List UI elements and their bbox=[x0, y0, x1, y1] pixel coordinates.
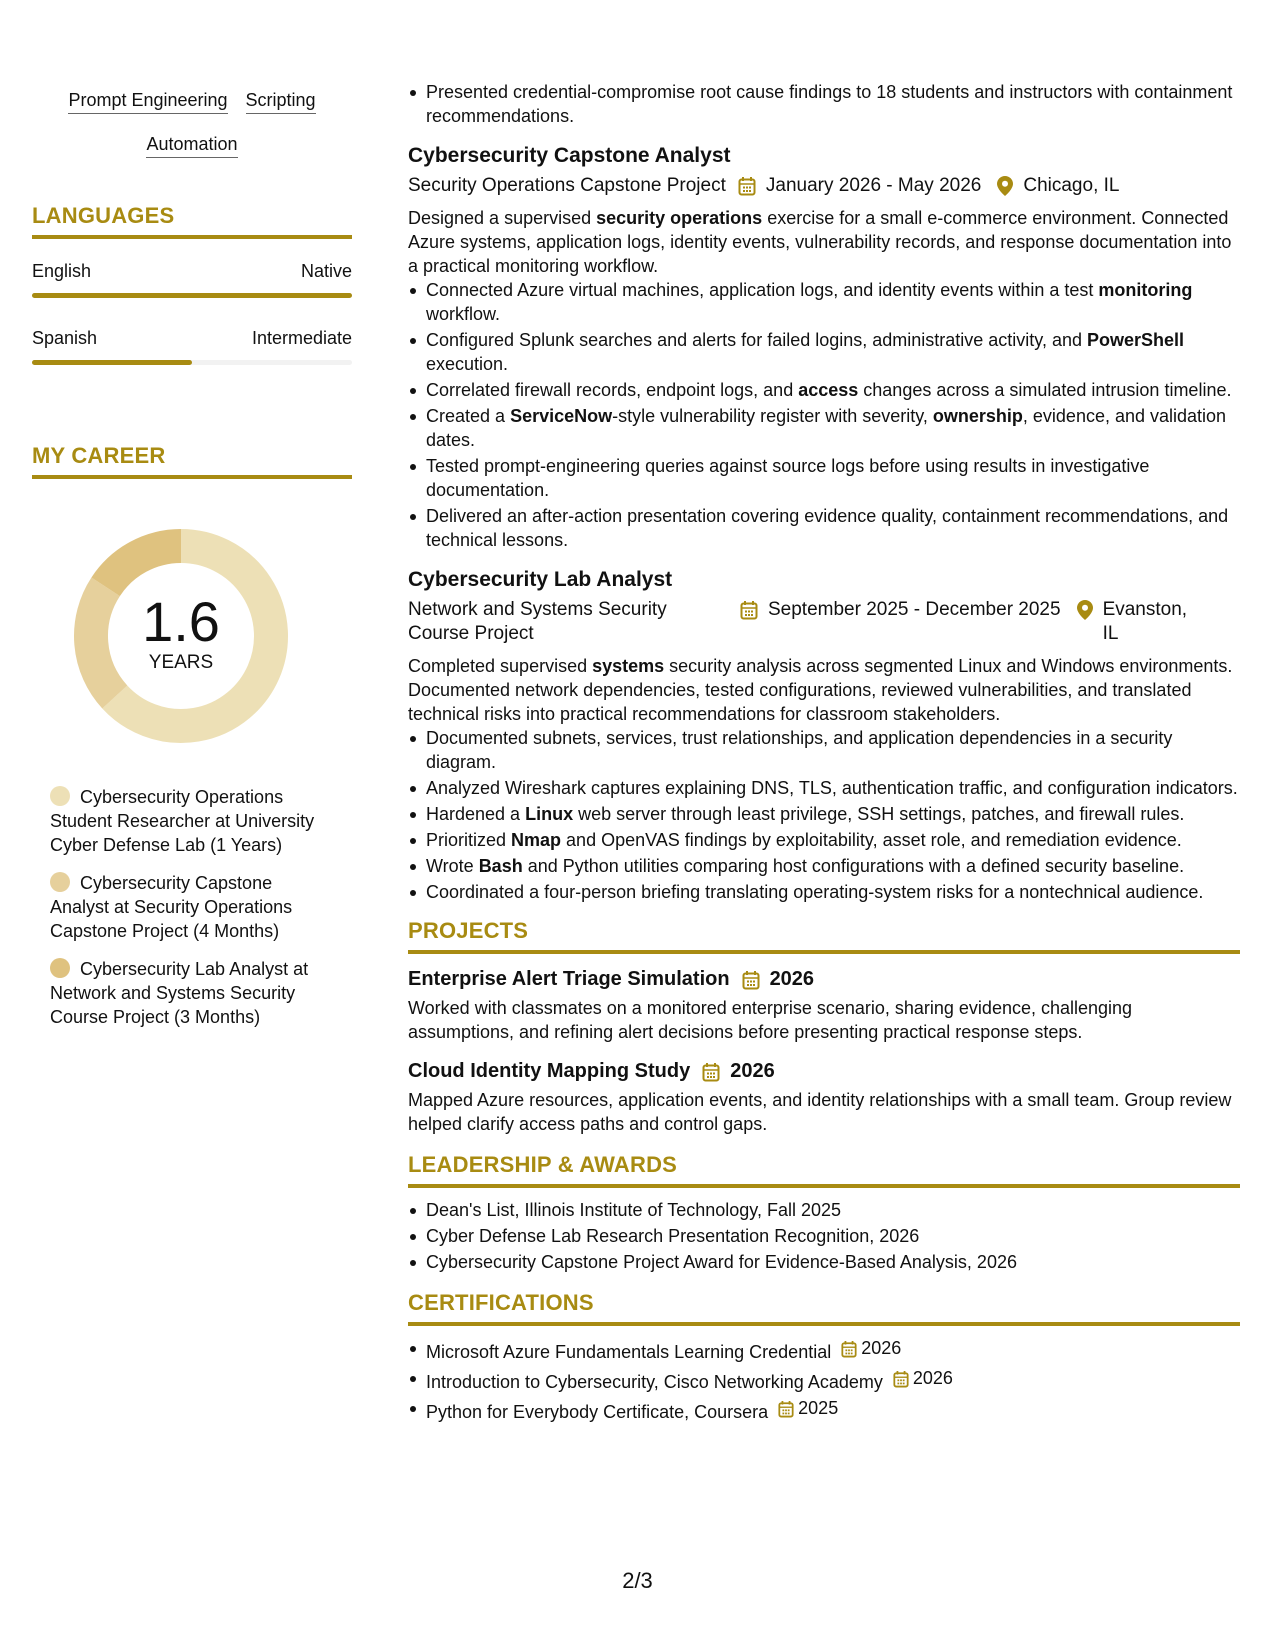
career-section bbox=[32, 443, 352, 1029]
language-level: Native bbox=[300, 261, 352, 281]
calendar-icon bbox=[740, 600, 758, 620]
donut-center bbox=[66, 521, 296, 751]
list-item bbox=[408, 1336, 1240, 1364]
calendar-icon bbox=[742, 970, 760, 990]
bold-text: security operations bbox=[596, 208, 763, 228]
skills-list bbox=[32, 80, 352, 158]
skill-tag: Automation bbox=[146, 132, 237, 158]
language-bar-fill bbox=[32, 293, 352, 298]
bullet-list bbox=[408, 1198, 1240, 1274]
project-description: Worked with classmates on a monitored enterprise scenario, sharing evidence, challenging assumptions, and refining alert decisions before presenting practical response steps. bbox=[408, 998, 1133, 1042]
section-title: LANGUAGES bbox=[32, 203, 175, 228]
language-bar bbox=[32, 360, 352, 365]
location-text: Evanston, IL bbox=[1102, 599, 1188, 644]
project-entry bbox=[408, 1058, 1240, 1136]
job-dates bbox=[738, 174, 981, 198]
projects-section bbox=[408, 918, 1240, 1136]
project-description: Mapped Azure resources, application events, and identity relationships with a small team. Group review helped clarify access paths and control gaps. bbox=[408, 1090, 1232, 1134]
list-item: Prioritized Nmap and OpenVAS findings by exploitability, asset role, and remediation evidence. bbox=[408, 828, 1240, 852]
career-donut-chart bbox=[66, 521, 296, 751]
calendar-icon bbox=[738, 176, 756, 196]
legend-item bbox=[50, 957, 322, 1029]
sidebar bbox=[32, 80, 352, 1043]
job-meta bbox=[408, 598, 1240, 646]
section-divider bbox=[32, 475, 352, 479]
list-item: Documented subnets, services, trust relationships, and application dependencies in a security diagram. bbox=[408, 726, 1240, 774]
job-title: Cybersecurity Lab Analyst bbox=[408, 568, 673, 591]
text: exercise for a small e-commerce environment. Connected Azure systems, application logs, identity events, vulnerability records, and response documentation into a practical monitoring workflow. bbox=[408, 208, 1232, 276]
legend-label: Cybersecurity Capstone Analyst at Security Operations Capstone Project (4 Months) bbox=[50, 873, 293, 941]
bullet-list bbox=[408, 80, 1240, 128]
list-item: Presented credential-compromise root cause findings to 18 students and instructors with containment recommendations. bbox=[408, 80, 1240, 128]
text: Completed supervised bbox=[408, 656, 593, 676]
languages-section bbox=[32, 203, 352, 365]
job-organization: Network and Systems Security Course Project bbox=[408, 599, 667, 644]
certification-name: Python for Everybody Certificate, Coursera bbox=[426, 1402, 769, 1422]
list-item: Cyber Defense Lab Research Presentation Recognition, 2026 bbox=[408, 1224, 1240, 1248]
list-item: Tested prompt-engineering queries against source logs before using results in investigative documentation. bbox=[408, 454, 1240, 502]
project-year: 2026 bbox=[769, 968, 815, 990]
project-year: 2026 bbox=[730, 1060, 775, 1082]
section-title: LEADERSHIP & AWARDS bbox=[408, 1152, 678, 1177]
legend-dot bbox=[50, 958, 70, 978]
section-divider bbox=[408, 1322, 1240, 1326]
date-range: September 2025 - December 2025 bbox=[768, 599, 1061, 620]
legend-dot bbox=[50, 786, 70, 806]
skill-tag: Prompt Engineering bbox=[68, 88, 227, 114]
job-location bbox=[997, 174, 1119, 198]
legend-label: Cybersecurity Lab Analyst at Network and Systems Security Course Project (3 Months) bbox=[50, 959, 309, 1027]
job-title: Cybersecurity Capstone Analyst bbox=[408, 144, 731, 167]
language-bar-fill bbox=[32, 360, 192, 365]
list-item bbox=[408, 1396, 1240, 1424]
calendar-icon bbox=[702, 1062, 720, 1082]
language-bar bbox=[32, 293, 352, 298]
section-title: CERTIFICATIONS bbox=[408, 1290, 594, 1315]
job-meta bbox=[408, 174, 1240, 198]
language-name: English bbox=[32, 261, 92, 281]
list-item: Hardened a Linux web server through least privilege, SSH settings, patches, and firewall rules. bbox=[408, 802, 1240, 826]
bold-text: systems bbox=[592, 656, 665, 676]
experience-entry bbox=[408, 566, 1240, 904]
list-item: Dean's List, Illinois Institute of Technology, Fall 2025 bbox=[408, 1198, 1240, 1222]
section-divider bbox=[32, 235, 352, 239]
list-item: Analyzed Wireshark captures explaining DNS, TLS, authentication traffic, and configuration indicators. bbox=[408, 776, 1240, 800]
bullet-list bbox=[408, 1336, 1240, 1424]
project-name: Cloud Identity Mapping Study bbox=[408, 1060, 691, 1082]
section-title: PROJECTS bbox=[408, 918, 529, 943]
project-header bbox=[408, 1058, 1240, 1084]
certification-name: Microsoft Azure Fundamentals Learning Credential bbox=[426, 1342, 832, 1362]
legend-dot bbox=[50, 872, 70, 892]
legend-item bbox=[50, 785, 322, 857]
certification-name: Introduction to Cybersecurity, Cisco Networking Academy bbox=[426, 1372, 883, 1392]
job-description bbox=[408, 654, 1240, 726]
calendar-icon bbox=[778, 1400, 794, 1418]
legend-label: Cybersecurity Operations Student Researcher at University Cyber Defense Lab (1 Years) bbox=[50, 787, 315, 855]
certification-date bbox=[778, 1396, 838, 1420]
text: security analysis across segmented Linux and Windows environments. Documented network dependencies, tested configurations, reviewed vulnerabilities, and translated technical risks into practical recommendations for classroom stakeholders. bbox=[408, 656, 1233, 724]
language-level: Intermediate bbox=[251, 328, 352, 348]
list-item: Wrote Bash and Python utilities comparing host configurations with a defined security baseline. bbox=[408, 854, 1240, 878]
section-divider bbox=[408, 950, 1240, 954]
job-dates bbox=[740, 598, 1061, 622]
certification-year: 2026 bbox=[861, 1338, 902, 1358]
calendar-icon bbox=[841, 1340, 857, 1358]
main-content bbox=[408, 80, 1240, 1426]
bullet-list bbox=[408, 278, 1240, 552]
text: Designed a supervised bbox=[408, 208, 597, 228]
certification-year: 2026 bbox=[912, 1368, 953, 1388]
career-total-unit: YEARS bbox=[148, 652, 214, 673]
certification-date bbox=[841, 1336, 901, 1360]
list-item: Configured Splunk searches and alerts for failed logins, administrative activity, and PowerShell execution. bbox=[408, 328, 1240, 376]
calendar-icon bbox=[893, 1370, 909, 1388]
leadership-section bbox=[408, 1152, 1240, 1274]
job-organization: Security Operations Capstone Project bbox=[408, 175, 726, 196]
section-title: MY CAREER bbox=[32, 443, 166, 468]
project-header bbox=[408, 966, 1240, 992]
list-item: Delivered an after-action presentation covering evidence quality, containment recommendations, and technical lessons. bbox=[408, 504, 1240, 552]
section-divider bbox=[408, 1184, 1240, 1188]
location-pin-icon bbox=[1077, 600, 1093, 620]
list-item: Correlated firewall records, endpoint logs, and access changes across a simulated intrusion timeline. bbox=[408, 378, 1240, 402]
certifications-section bbox=[408, 1290, 1240, 1424]
list-item: Coordinated a four-person briefing translating operating-system risks for a nontechnical audience. bbox=[408, 880, 1240, 904]
job-description bbox=[408, 206, 1240, 278]
skill-tag: Scripting bbox=[246, 88, 316, 114]
list-item: Created a ServiceNow-style vulnerability register with severity, ownership, evidence, and validation dates. bbox=[408, 404, 1240, 452]
date-range: January 2026 - May 2026 bbox=[765, 175, 982, 196]
language-name: Spanish bbox=[32, 328, 98, 348]
career-total-value: 1.6 bbox=[142, 590, 220, 653]
experience-entry bbox=[408, 142, 1240, 552]
project-entry bbox=[408, 966, 1240, 1044]
certification-date bbox=[893, 1366, 953, 1390]
language-row bbox=[32, 326, 352, 350]
location-text: Chicago, IL bbox=[1023, 175, 1120, 196]
project-name: Enterprise Alert Triage Simulation bbox=[408, 968, 730, 990]
list-item: Connected Azure virtual machines, application logs, and identity events within a test monitoring workflow. bbox=[408, 278, 1240, 326]
language-row bbox=[32, 259, 352, 283]
bullet-list bbox=[408, 726, 1240, 904]
career-legend bbox=[32, 785, 322, 1029]
location-pin-icon bbox=[997, 176, 1013, 196]
list-item bbox=[408, 1366, 1240, 1394]
legend-item bbox=[50, 871, 322, 943]
page-number: 2/3 bbox=[622, 1568, 653, 1593]
job-location bbox=[1077, 598, 1187, 646]
list-item: Cybersecurity Capstone Project Award for Evidence-Based Analysis, 2026 bbox=[408, 1250, 1240, 1274]
certification-year: 2025 bbox=[798, 1398, 839, 1418]
